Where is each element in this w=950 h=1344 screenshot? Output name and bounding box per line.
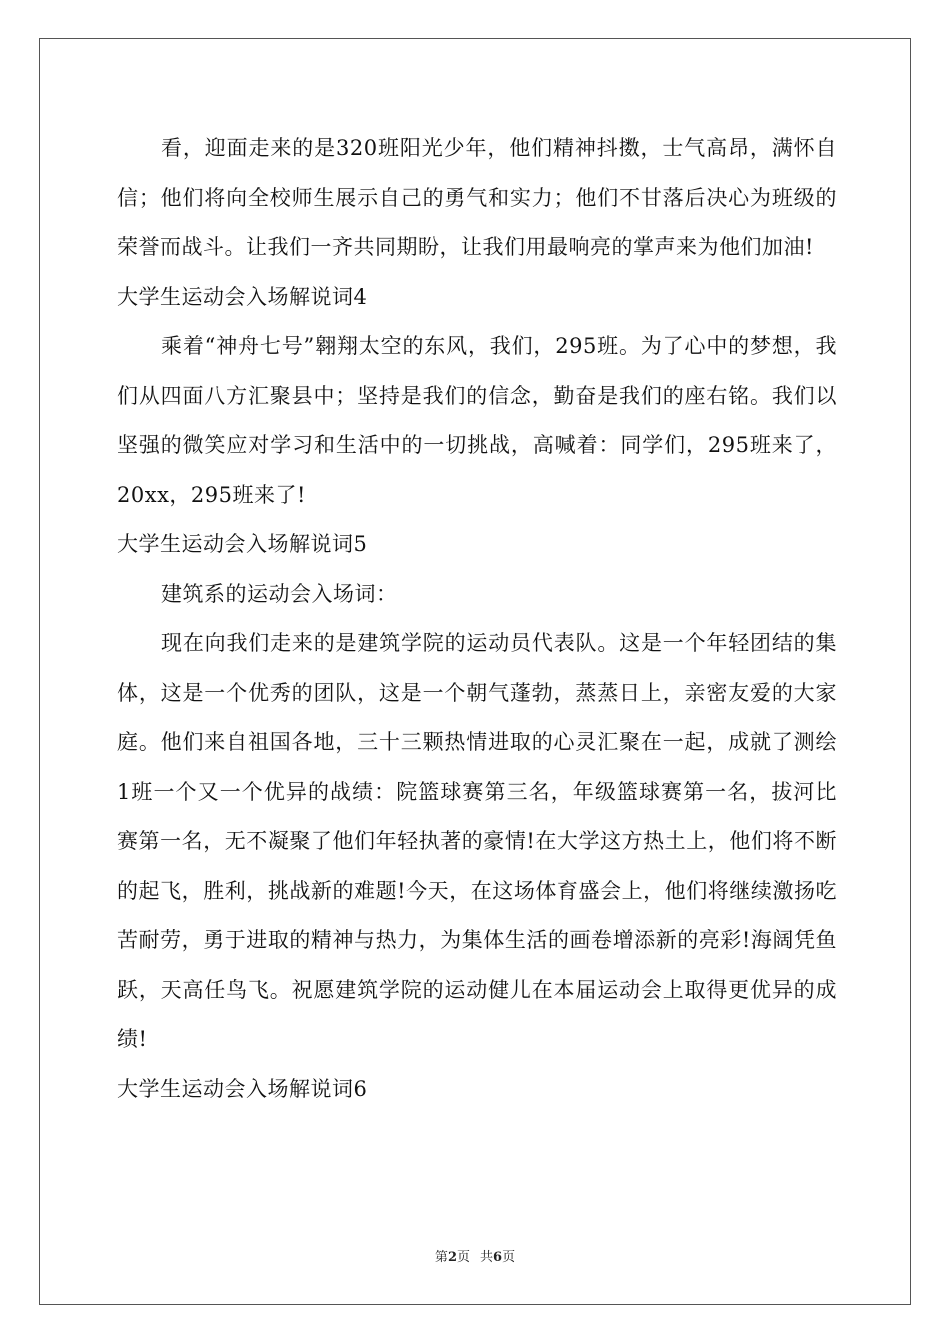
- page-prefix: 第: [434, 1250, 448, 1265]
- paragraph-architecture-team: 现在向我们走来的是建筑学院的运动员代表队。这是一个年轻团结的集体，这是一个优秀的团队，这是一个朝气蓬勃，蒸蒸日上，亲密友爱的大家庭。他们来自祖国各地，三十三颗热情进取的心灵汇聚在一起，成就了测绘1班一个又一个优异的战绩：院篮球赛第三名，年级篮球赛第一名，拔河比赛第一名，无不凝聚了他们年轻执著的豪情!在大学这方热土上，他们将不断的起飞，胜利，挑战新的难题!今天，在这场体育盛会上，他们将继续激扬吃苦耐劳，勇于进取的精神与热力，为集体生活的画卷增添新的亮彩!海阔凭鱼跃，天高任鸟飞。祝愿建筑学院的运动健儿在本届运动会上取得更优异的成绩!: [117, 631, 837, 1051]
- total-page-number: 6: [493, 1250, 503, 1265]
- section-heading-6: 大学生运动会入场解说词6: [117, 1076, 368, 1101]
- total-prefix: 共: [480, 1250, 494, 1265]
- page-footer: [0, 1246, 950, 1265]
- page-suffix: 页: [456, 1250, 470, 1265]
- paragraph-class-320: 看，迎面走来的是320班阳光少年，他们精神抖擞，士气高昂，满怀自信；他们将向全校师生展示自己的勇气和实力；他们不甘落后决心为班级的荣誉而战斗。让我们一齐共同期盼，让我们用最响亮的掌声来为他们加油!: [117, 136, 837, 259]
- section-heading-4: 大学生运动会入场解说词4: [117, 284, 368, 309]
- paragraph-architecture-intro: 建筑系的运动会入场词：: [161, 581, 398, 606]
- current-page-number: 2: [447, 1250, 457, 1265]
- total-suffix: 页: [502, 1250, 516, 1265]
- document-body: [117, 124, 837, 1114]
- paragraph-class-295: 乘着“神舟七号”翱翔太空的东风，我们，295班。为了心中的梦想，我们从四面八方汇聚县中；坚持是我们的信念，勤奋是我们的座右铭。我们以坚强的微笑应对学习和生活中的一切挑战，高喊着：同学们，295班来了，20xx，295班来了!: [117, 334, 837, 507]
- section-heading-5: 大学生运动会入场解说词5: [117, 532, 368, 556]
